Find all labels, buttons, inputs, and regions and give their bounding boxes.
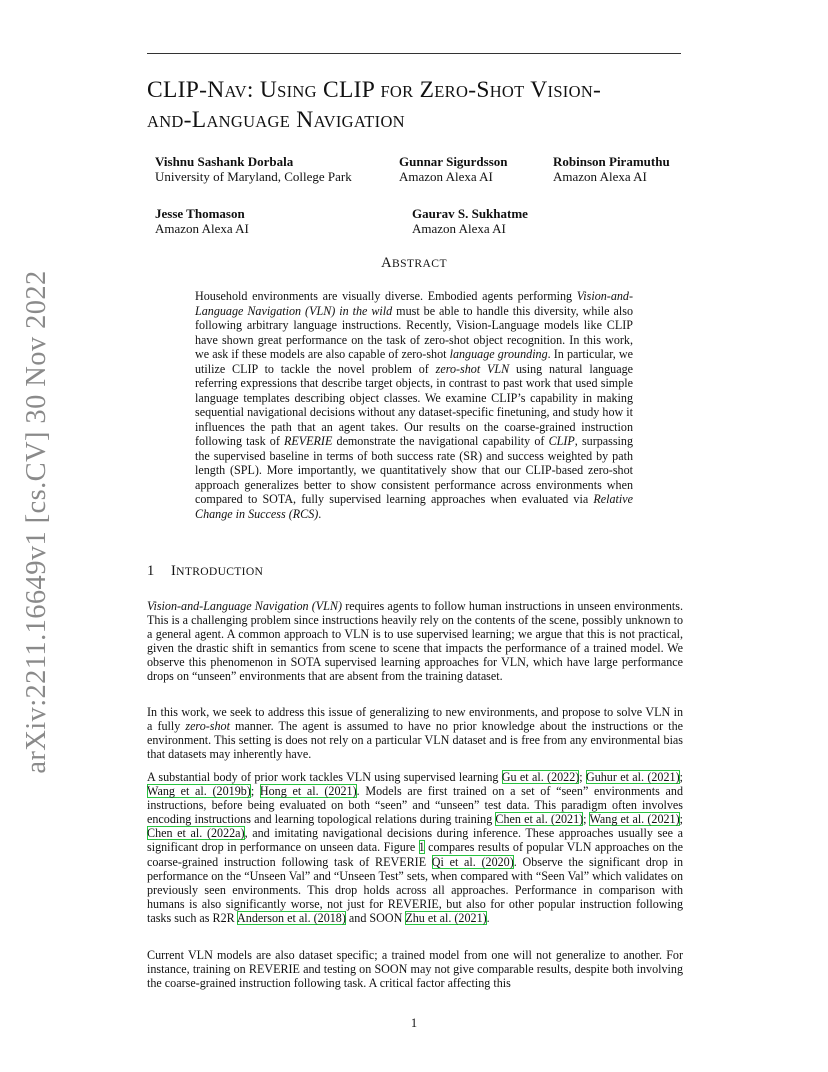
- author-block: [553, 154, 670, 184]
- author-name: Vishnu Sashank Dorbala: [155, 154, 294, 169]
- citation-link[interactable]: Wang et al. (2021): [589, 812, 680, 827]
- author-block: [399, 154, 508, 184]
- paper-title: CLIP-NAV: USING CLIP FOR ZERO-SHOT VISION- AND-LANGUAGE NAVIGATION: [147, 77, 602, 133]
- citation-link[interactable]: Chen et al. (2021): [495, 812, 584, 827]
- body-paragraph: Current VLN models are also dataset specific; a trained model from one will not generalize to another. For instance, training on REVERIE and testing on SOON may not give comparable results, despite both involving the coarse-grained instruction following task. A critical factor affecting this: [147, 948, 683, 991]
- page-number: 1: [410, 1016, 418, 1030]
- author-affiliation: Amazon Alexa AI: [155, 221, 249, 236]
- citation-link[interactable]: Anderson et al. (2018): [237, 910, 346, 925]
- author-affiliation: Amazon Alexa AI: [412, 221, 506, 236]
- figure-link[interactable]: 1: [418, 840, 425, 855]
- author-name: Gaurav S. Sukhatme: [412, 206, 528, 221]
- abstract-heading: ABSTRACT: [381, 255, 447, 271]
- author-block: [412, 206, 528, 236]
- citation-link[interactable]: Chen et al. (2022a): [147, 826, 245, 841]
- abstract-text: Household environments are visually diverse. Embodied agents performing Vision-and-Language Navigation (VLN) in the wild must be able to handle this diversity, while also following arbitrary language instructions. Recently, Vision-Language models like CLIP have shown great performance on the task of zero-shot object recognition. In this work, we ask if these models are also capable of zero-shot language grounding. In particular, we utilize CLIP to tackle the novel problem of zero-shot VLN using natural language referring expressions that describe target objects, in contrast to past work that used simple language templates describing object classes. We examine CLIP’s capability in making sequential navigational decisions without any dataset-specific finetuning, and study how it influences the path that an agent takes. Our results on the coarse-grained instruction following task of REVERIE demonstrate the navigational capability of CLIP, surpassing the supervised baseline in terms of both success rate (SR) and success weighted by path length (SPL). More importantly, we quantitatively show that our CLIP-based zero-shot approach generalizes better to show consistent performance across environments when compared to SOTA, fully supervised learning approaches when evaluated via Relative Change in Success (RCS).: [195, 289, 634, 521]
- author-name: Gunnar Sigurdsson: [399, 154, 508, 169]
- citation-link[interactable]: Guhur et al. (2021): [585, 770, 680, 784]
- arxiv-identifier: arXiv:2211.16649v1 [cs.CV] 30 Nov 2022: [21, 270, 52, 774]
- author-name: Robinson Piramuthu: [553, 154, 670, 169]
- section-number: 1: [147, 563, 155, 579]
- title-rule: [147, 53, 681, 54]
- citation-link[interactable]: Hong et al. (2021): [259, 784, 357, 799]
- body-paragraph: Vision-and-Language Navigation (VLN) requires agents to follow human instructions in unseen environments. This is a challenging problem since instructions heavily rely on the contents of the scene, possibly unknown to a general agent. A common approach to VLN is to use supervised learning; we argue that this is not practical, given the drastic shift in semantics from scene to scene that impacts the performance of a trained model. We observe this phenomenon in SOTA supervised learning approaches for VLN, which have large performance drops on “unseen” environments that are absent from the training dataset.: [147, 599, 683, 684]
- author-block: [155, 154, 352, 184]
- citation-link[interactable]: Zhu et al. (2021): [405, 910, 487, 925]
- author-affiliation: Amazon Alexa AI: [399, 169, 493, 184]
- author-name: Jesse Thomason: [155, 206, 245, 221]
- citation-link[interactable]: Qi et al. (2020): [431, 854, 514, 869]
- body-paragraph: In this work, we seek to address this issue of generalizing to new environments, and propose to solve VLN in a fully zero-shot manner. The agent is assumed to have no prior knowledge about the instructions or the environment. This setting is does not rely on a particular VLN dataset and is free from any environmental bias that datasets may inherently have.: [147, 705, 683, 762]
- author-affiliation: Amazon Alexa AI: [553, 169, 647, 184]
- section-heading: 1 INTRODUCTION: [147, 563, 264, 579]
- citation-link[interactable]: Wang et al. (2019b): [147, 784, 251, 799]
- body-paragraph: A substantial body of prior work tackles VLN using supervised learning Gu et al. (2022); Guhur et al. (2021); Wang et al. (2019b); Hong et al. (2021). Models are first trained on a set of “seen” environments and instructions, before being evaluated on both “seen” and “unseen” test data. This paradigm often involves encoding instructions and learning topological relations during training Chen et al. (2021); Wang et al. (2021); Chen et al. (2022a), and imitating navigational decisions during inference. These approaches usually see a significant drop in performance on unseen data. Figure 1 compares results of popular VLN approaches on the coarse-grained instruction following task of REVERIE Qi et al. (2020). Observe the significant drop in performance on the “Unseen Val” and “Unseen Test” sets, when compared with “Seen Val” which validates on previously seen environments. This drop holds across all approaches. Performance in comparison with humans is also significantly worse, not just for REVERIE, but also for other popular instruction following tasks such as R2R Anderson et al. (2018) and SOON Zhu et al. (2021).: [147, 770, 684, 925]
- author-affiliation: University of Maryland, College Park: [155, 169, 352, 184]
- citation-link[interactable]: Gu et al. (2022): [501, 770, 580, 784]
- author-block: [155, 206, 249, 236]
